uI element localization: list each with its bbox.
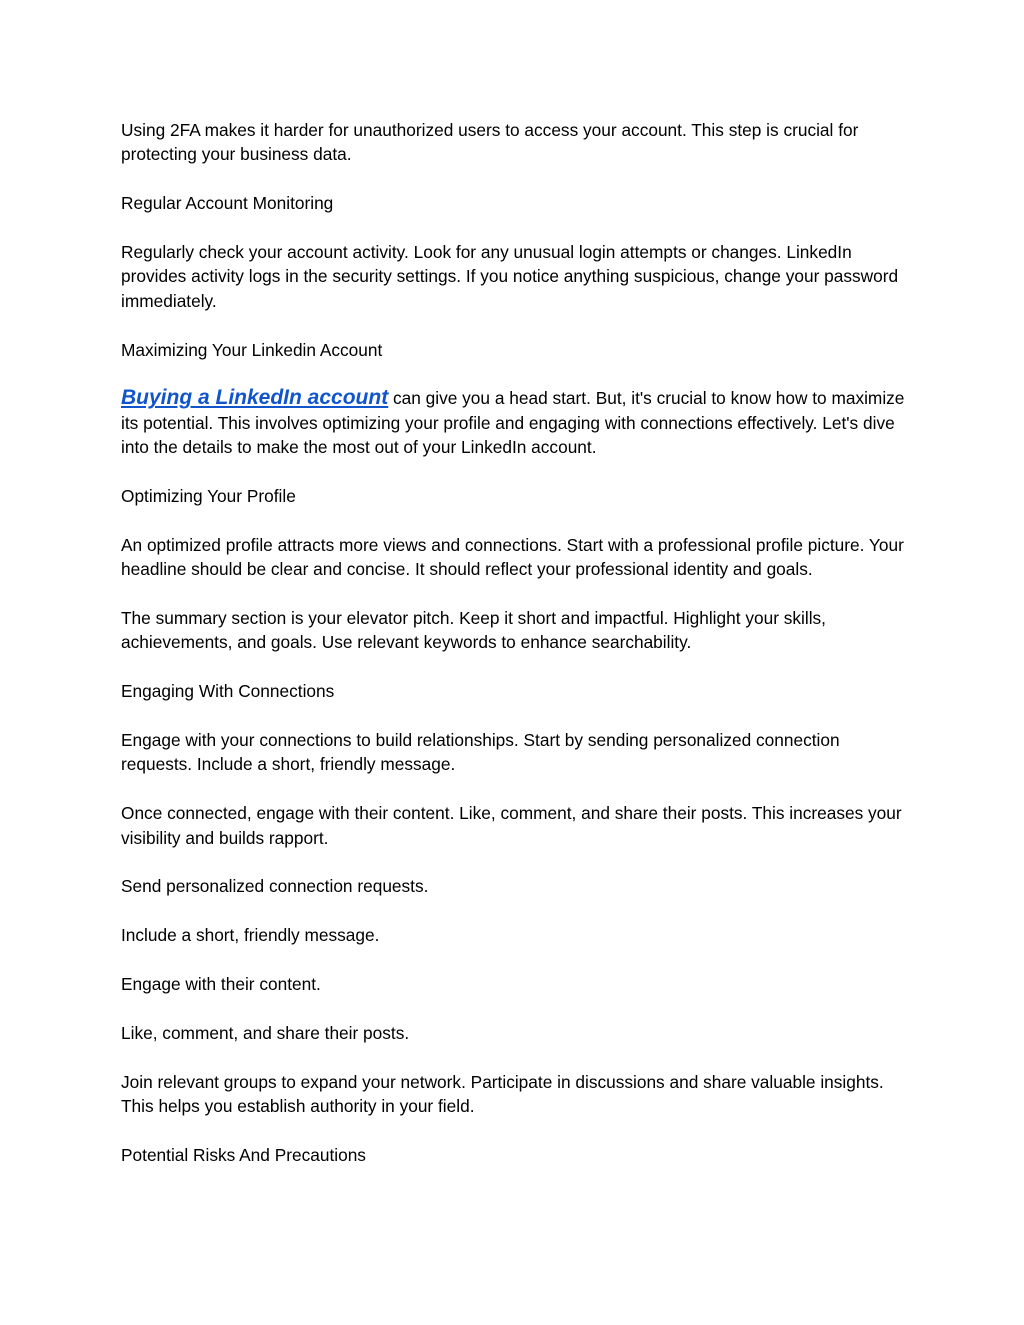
paragraph-2fa: Using 2FA makes it harder for unauthorized users to access your account. This step is crucial for protecting your business data. (121, 120, 859, 165)
heading-optimizing-profile: Optimizing Your Profile (121, 486, 296, 507)
heading-potential-risks: Potential Risks And Precautions (121, 1144, 366, 1165)
paragraph-buying-linkedin (121, 386, 911, 459)
buying-linkedin-account-link[interactable]: Buying a LinkedIn account (121, 386, 389, 410)
paragraph-once-connected: Once connected, engage with their content. Like, comment, and share their posts. This increases your visibility and builds rapport. (121, 803, 902, 848)
list-item-send-requests: Send personalized connection requests. (121, 876, 429, 897)
list-item-include-message: Include a short, friendly message. (121, 925, 380, 946)
list-item-engage-content: Engage with their content. (121, 974, 321, 995)
paragraph-optimized-profile: An optimized profile attracts more views and connections. Start with a professional profile picture. Your headline should be clear and concise. It should reflect your professional identity and goals. (121, 534, 904, 580)
paragraph-account-monitoring: Regularly check your account activity. Look for any unusual login attempts or changes. LinkedIn provides activity logs in the security settings. If you notice anything suspicious, change your password immediately. (121, 242, 899, 311)
document-page (121, 118, 911, 1192)
heading-maximizing-linkedin: Maximizing Your Linkedin Account (121, 339, 383, 360)
list-item-like-comment-share: Like, comment, and share their posts. (121, 1022, 410, 1043)
heading-engaging-connections: Engaging With Connections (121, 681, 335, 702)
heading-regular-account-monitoring: Regular Account Monitoring (121, 193, 334, 214)
paragraph-engage-connections: Engage with your connections to build relationships. Start by sending personalized connection requests. Include a short, friendly message. (121, 730, 840, 775)
paragraph-join-groups: Join relevant groups to expand your network. Participate in discussions and share valuable insights. This helps you establish authority in your field. (121, 1071, 884, 1117)
paragraph-summary-section: The summary section is your elevator pitch. Keep it short and impactful. Highlight your skills, achievements, and goals. Use relevant keywords to enhance searchability. (121, 608, 826, 653)
paragraph-buying-linkedin-text: can give you a head start. But, it's crucial to know how to maximize its potential. This involves optimizing your profile and engaging with connections effectively. Let's dive into the details to make the most out of your LinkedIn account. (121, 388, 905, 458)
